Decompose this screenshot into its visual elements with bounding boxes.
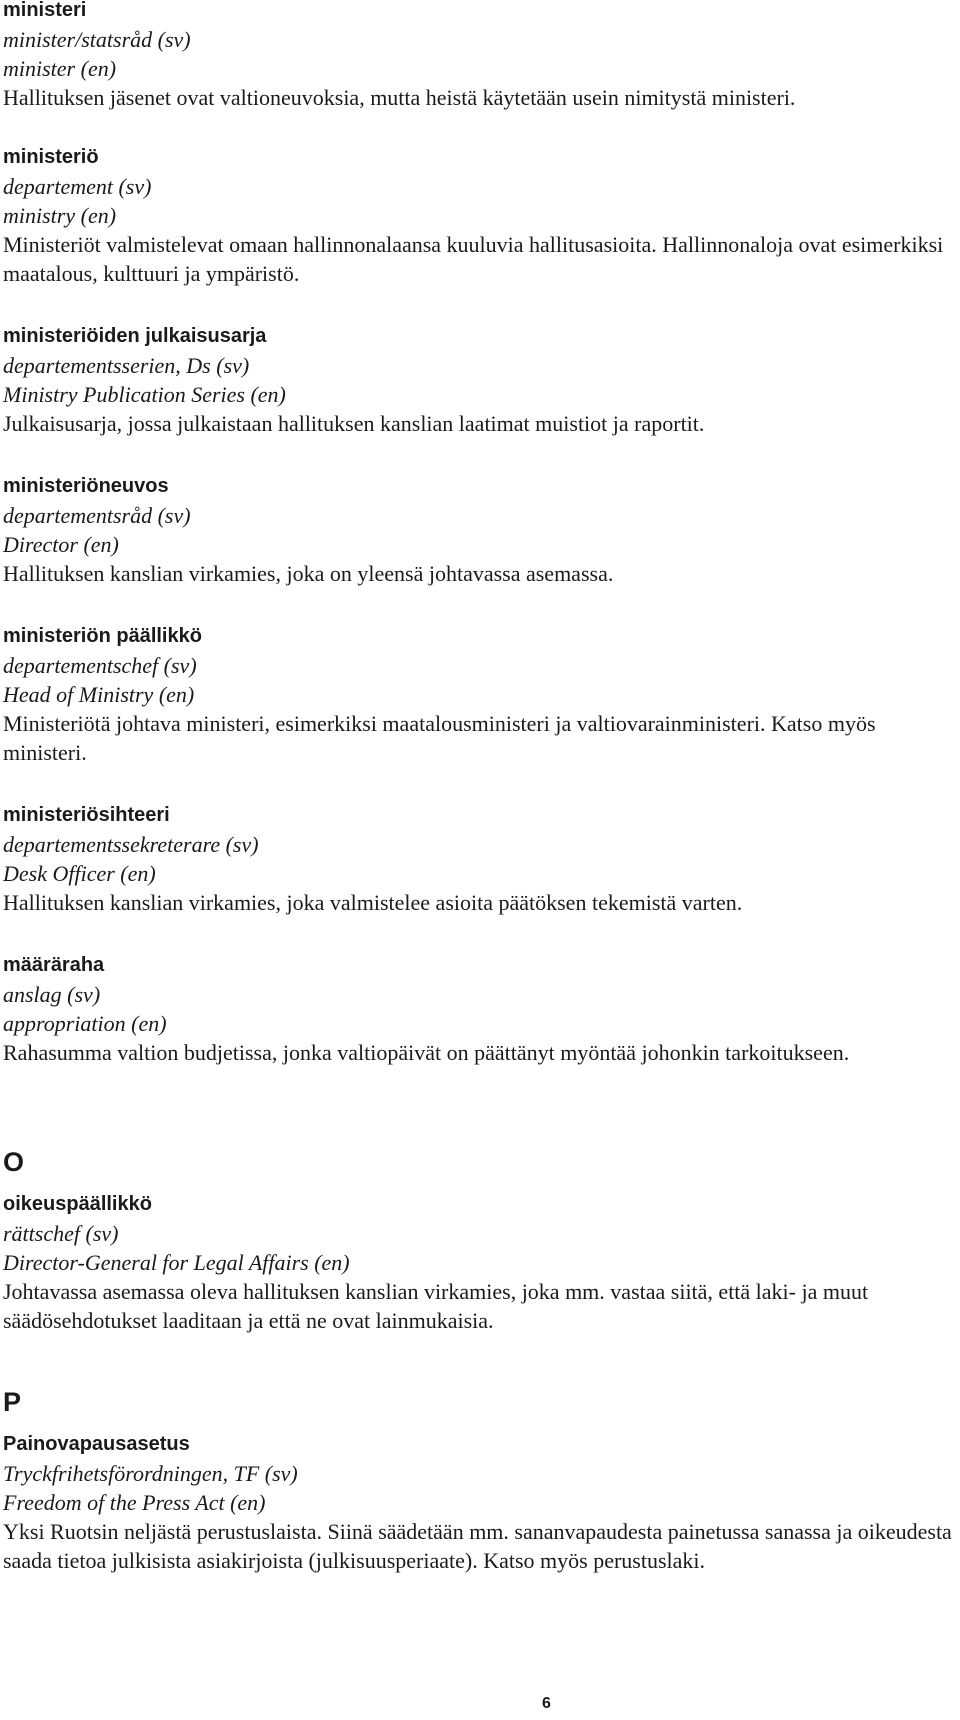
entry-term: Painovapausasetus [3, 1433, 190, 1455]
entry-term: määräraha [3, 954, 105, 976]
page-number: 6 [542, 1695, 551, 1712]
entry-translation-sv: rättschef (sv) [3, 1221, 119, 1246]
entry-translation-en: ministry (en) [3, 203, 117, 228]
entry-description: Hallituksen kanslian virkamies, joka on yleensä johtavassa asemassa. [3, 561, 614, 586]
entry-translation-sv: departementssekreterare (sv) [3, 832, 259, 857]
section-letter: P [3, 1387, 22, 1417]
entry-description: Ministeriötä johtava ministeri, esimerkiksi maatalousministeri ja valtiovarainministeri. Katso myös ministeri. [3, 711, 876, 765]
entry-translation-sv: departementsserien, Ds (sv) [3, 353, 250, 378]
glossary-entry [3, 0, 795, 112]
entry-translation-en: minister (en) [3, 56, 117, 81]
glossary-entry [3, 801, 742, 917]
entry-term: ministeri [3, 0, 87, 21]
entry-translation-en: Director-General for Legal Affairs (en) [3, 1250, 350, 1275]
section-letter: O [3, 1147, 25, 1177]
entry-description: Johtavassa asemassa oleva hallituksen kanslian virkamies, joka mm. vastaa siitä, että laki- ja muut säädösehdotukset laaditaan ja että ne ovat lainmukaisia. [3, 1279, 869, 1333]
entry-translation-en: appropriation (en) [3, 1011, 167, 1036]
glossary-entry [3, 143, 953, 288]
entry-translation-en: Head of Ministry (en) [3, 682, 195, 707]
entry-translation-en: Ministry Publication Series (en) [3, 382, 286, 407]
entry-term: ministeriösihteeri [3, 804, 170, 826]
entry-translation-sv: minister/statsråd (sv) [3, 27, 191, 52]
entry-translation-sv: departementschef (sv) [3, 653, 197, 678]
entry-description: Hallituksen jäsenet ovat valtioneuvoksia, mutta heistä käytetään usein nimitystä ministeri. [3, 85, 796, 110]
entry-translation-sv: anslag (sv) [3, 982, 101, 1007]
entry-description: Rahasumma valtion budjetissa, jonka valtiopäivät on päättänyt myöntää johonkin tarkoitukseen. [3, 1040, 850, 1065]
entry-translation-en: Freedom of the Press Act (en) [3, 1490, 266, 1515]
entry-description: Hallituksen kanslian virkamies, joka valmistelee asioita päätöksen tekemistä varten. [3, 890, 743, 915]
entry-term: ministeriöiden julkaisusarja [3, 325, 267, 347]
glossary-entry [3, 322, 704, 438]
entry-translation-sv: Tryckfrihetsförordningen, TF (sv) [3, 1461, 298, 1486]
entry-term: ministeriö [3, 146, 99, 168]
glossary-entry [3, 472, 613, 588]
glossary-entry [3, 1190, 953, 1335]
entry-term: oikeuspäällikkö [3, 1193, 152, 1215]
entry-translation-sv: departementsråd (sv) [3, 503, 191, 528]
entry-translation-en: Desk Officer (en) [3, 861, 156, 886]
entry-term: ministeriön päällikkö [3, 625, 202, 647]
entry-term: ministeriöneuvos [3, 475, 169, 497]
entry-description: Julkaisusarja, jossa julkaistaan hallituksen kanslian laatimat muistiot ja raportit. [3, 411, 705, 436]
entry-description: Ministeriöt valmistelevat omaan hallinnonalaansa kuuluvia hallitusasioita. Hallinnonaloja ovat esimerkiksi maatalous, kulttuuri ja ympäristö. [3, 232, 944, 286]
glossary-entry [3, 951, 849, 1067]
entry-translation-en: Director (en) [3, 532, 119, 557]
glossary-entry [3, 622, 953, 767]
entry-translation-sv: departement (sv) [3, 174, 152, 199]
glossary-entry [3, 1430, 953, 1575]
entry-description: Yksi Ruotsin neljästä perustuslaista. Siinä säädetään mm. sananvapaudesta painetussa sanassa ja oikeudesta saada tietoa julkisista asiakirjoista (julkisuusperiaate). Katso myös perustuslaki. [3, 1519, 952, 1573]
